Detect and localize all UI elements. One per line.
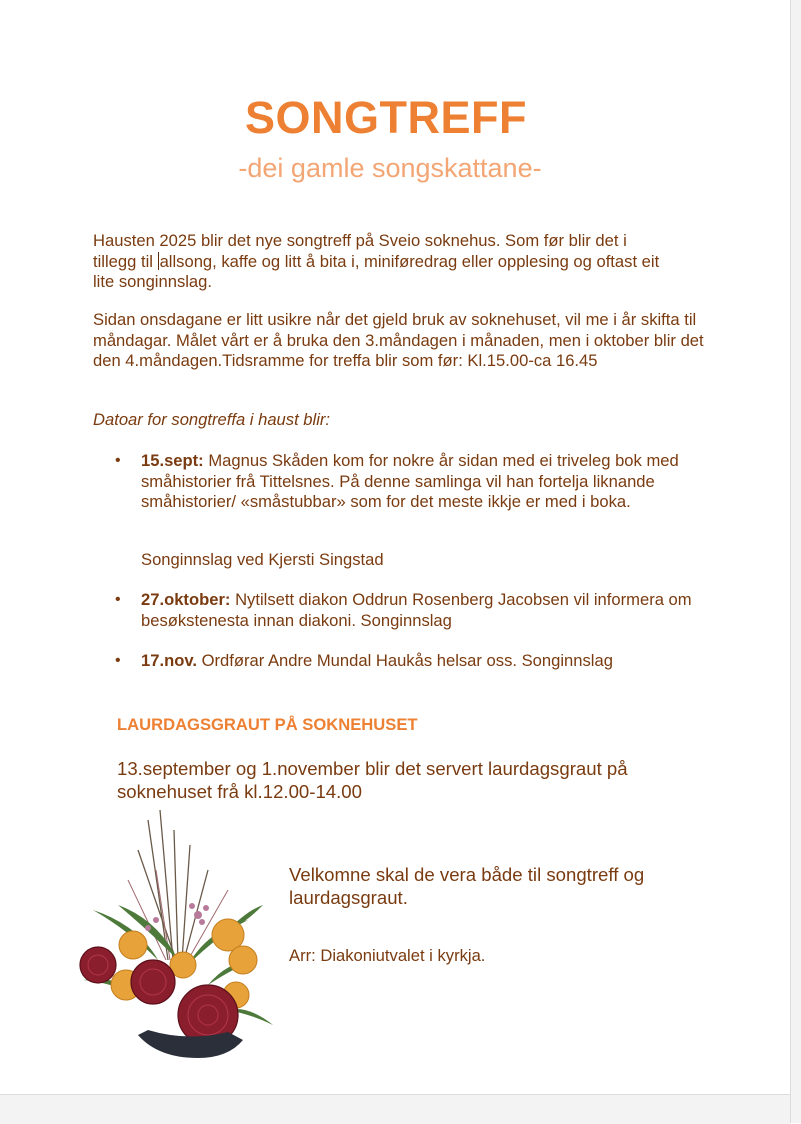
welcome-text: Velkomne skal de vera både til songtreff og laurdagsgraut. [289,864,645,908]
bullet-icon: • [115,652,121,669]
intro-line-1: Hausten 2025 blir det nye songtreff på Sveio soknehus. Som før blir det i [93,231,627,250]
event-date-1: 15.sept: [141,451,204,470]
intro-line-2a: tillegg til [93,251,158,271]
bullet-icon: • [115,591,121,608]
event-date-2: 27.oktober: [141,590,231,609]
graut-text: 13.september og 1.november blir det servert laurdagsgraut på soknehuset frå kl.12.00-14.00 [117,758,628,802]
event-text-2: Nytilsett diakon Oddrun Rosenberg Jacobsen vil informera om besøkstenesta innan diakoni. Songinnslag [141,590,692,630]
document-title: SONGTREFF [245,92,527,143]
event-extra-1: Songinnslag ved Kjersti Singstad [141,550,384,569]
intro-line-3: lite songinnslag. [93,272,213,291]
event-item-2 [141,590,701,631]
intro-line-2b: allsong, kaffe og litt å bita i, miniføredrag eller opplesing og oftast eit [159,251,660,271]
graut-heading: LAURDAGSGRAUT PÅ SOKNEHUSET [117,715,418,734]
viewer-right-margin [790,0,801,1123]
event-item-1 [141,451,701,513]
flower-bouquet-image [78,810,278,1058]
bullet-icon: • [115,452,121,469]
dates-heading: Datoar for songtreffa i haust blir: [93,410,331,429]
schedule-paragraph: Sidan onsdagane er litt usikre når det gjeld bruk av soknehuset, vil me i år skifta til måndagar. Målet vårt er å bruka den 3.måndagen i månaden, men i oktober blir det den 4.måndagen.Tidsramme for treffa blir som før: Kl.15.00-ca 16.45 [93,310,704,370]
text-cursor [158,252,159,270]
organizer-text: Arr: Diakoniutvalet i kyrkja. [289,946,486,965]
event-item-3 [141,651,701,672]
event-text-1: Magnus Skåden kom for nokre år sidan med ei triveleg bok med småhistorier frå Tittelsnes. På denne samlinga vil han fortelja liknande småhistorier/ «småstubbar» som for det meste ikkje er med i boka. [141,451,679,511]
viewer-bottom-margin [0,1094,790,1124]
event-text-3: Ordførar Andre Mundal Haukås helsar oss. Songinnslag [196,651,613,670]
document-subtitle: -dei gamle songskattane- [238,153,542,183]
event-date-3: 17.nov. [141,651,197,670]
intro-paragraph [93,231,713,293]
